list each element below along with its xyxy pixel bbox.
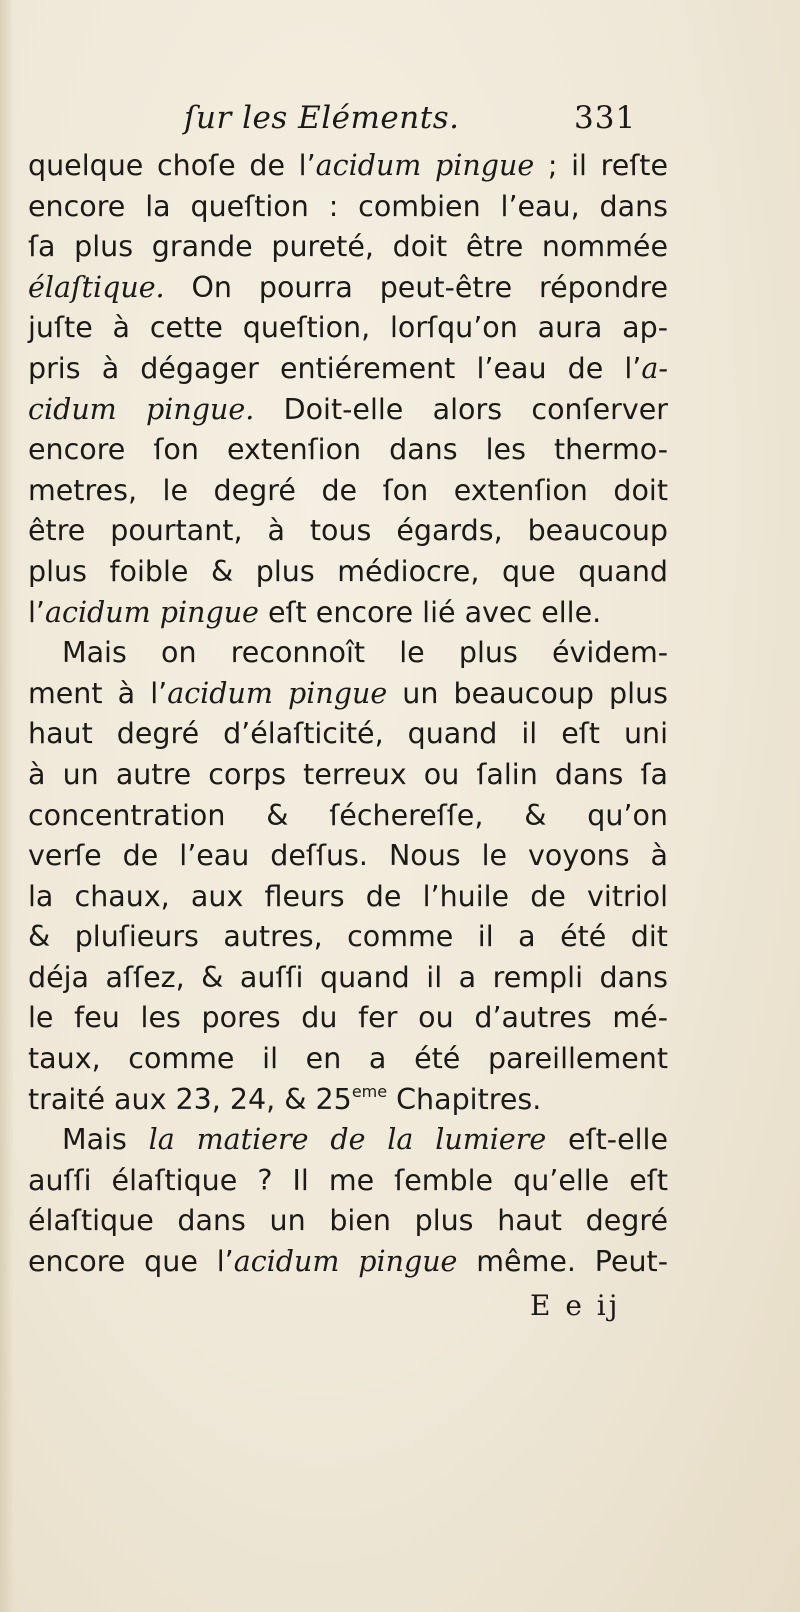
text-run: verſe de l’eau deſſus. Nous le voyons à (28, 839, 668, 873)
text-run: élaſtique dans un bien plus haut degré (28, 1204, 668, 1238)
text-run: à un autre corps terreux ou ſalin dans ſa (28, 757, 668, 791)
text-line (28, 917, 668, 958)
text-run: metres, le degré de ſon extenſion doit (28, 473, 668, 507)
text-run: concentration & ſéchereſſe, & qu’on (28, 798, 668, 832)
italic-text: élaſtique. (28, 270, 165, 304)
text-run: être pourtant, à tous égards, beaucoup (28, 514, 668, 548)
text-line (28, 836, 668, 877)
italic-text: a- (641, 351, 668, 385)
text-run: Mais (62, 1123, 149, 1157)
text-run: haut degré d’élaſticité, quand il eſt uni (28, 717, 668, 751)
page-header (0, 100, 800, 146)
text-line (28, 390, 668, 431)
text-line (28, 593, 668, 634)
text-line (28, 1161, 668, 1202)
text-run: quelque choſe de l’ (28, 149, 316, 182)
text-run: un beaucoup plus (387, 676, 668, 710)
text-run: eſt-elle (546, 1123, 668, 1157)
text-run: la chaux, aux fleurs de l’huile de vitriol (28, 879, 668, 913)
text-run: On pourra peut-être répondre (164, 270, 668, 304)
text-run: pris à dégager entiérement l’eau de l’ (28, 351, 642, 385)
text-run: même. Peut- (457, 1245, 668, 1279)
text-line (28, 1201, 668, 1242)
text-line (28, 227, 668, 268)
text-run: & pluſieurs autres, comme il a été dit (28, 920, 668, 954)
italic-text: acidum pingue (233, 1245, 458, 1279)
text-line (28, 796, 668, 837)
text-line (28, 1080, 668, 1121)
text-run: le feu les pores du fer ou d’autres mé- (28, 1001, 668, 1035)
text-run: encore la queſtion : combien l’eau, dans (28, 189, 668, 223)
text-run: Doit-elle alors conſerver (254, 392, 668, 426)
text-run: encore ſon extenſion dans les thermo- (28, 433, 668, 467)
superscript: eme (351, 1081, 388, 1101)
text-run: l’ (28, 595, 45, 629)
text-line (28, 146, 668, 187)
text-run: taux, comme il en a été pareillement (28, 1042, 668, 1076)
text-line (28, 187, 668, 228)
text-line (28, 755, 668, 796)
text-line (28, 349, 668, 390)
text-line (28, 1120, 668, 1161)
italic-text: cidum pingue. (28, 392, 255, 426)
text-run: ment à l’ (28, 676, 168, 710)
text-line (28, 471, 668, 512)
text-run: plus foible & plus médiocre, que quand (28, 554, 668, 588)
text-run: Chapitres. (387, 1082, 542, 1116)
italic-text: acidum pingue (315, 149, 535, 182)
italic-text: acidum pingue (167, 676, 388, 710)
page-number: 331 (574, 100, 637, 136)
text-line (28, 552, 668, 593)
text-line (28, 1039, 668, 1080)
italic-text: la matiere de la lumiere (148, 1123, 547, 1157)
text-line (28, 308, 668, 349)
text-run: auſſi élaſtique ? Il me ſemble qu’elle eſt (28, 1163, 668, 1197)
text-line (28, 674, 668, 715)
text-line (28, 877, 668, 918)
text-run: traité aux 23, 24, & 25 (28, 1082, 352, 1116)
body-text (28, 146, 668, 1283)
text-line (28, 958, 668, 999)
text-run: déja aſſez, & auſſi quand il a rempli dans (28, 960, 668, 994)
text-line (28, 633, 668, 674)
page-gutter-shadow (0, 0, 14, 1612)
signature-mark: E e ij (530, 1288, 621, 1322)
text-line (28, 268, 668, 309)
text-run: ; il reſte (534, 149, 668, 182)
text-run: encore que l’ (28, 1245, 234, 1279)
text-run: juſte à cette queſtion, lorſqu’on aura ap- (28, 311, 668, 345)
text-run: eſt encore lié avec elle. (258, 595, 602, 629)
text-run: ſa plus grande pureté, doit être nommée (28, 230, 668, 264)
running-title: ſur les Eléments. (184, 100, 460, 136)
text-line (28, 714, 668, 755)
italic-text: acidum pingue (44, 595, 259, 629)
text-line (28, 511, 668, 552)
text-line (28, 998, 668, 1039)
text-line (28, 430, 668, 471)
text-run: Mais on reconnoît le plus évidem- (62, 636, 668, 670)
text-line (28, 1242, 668, 1283)
